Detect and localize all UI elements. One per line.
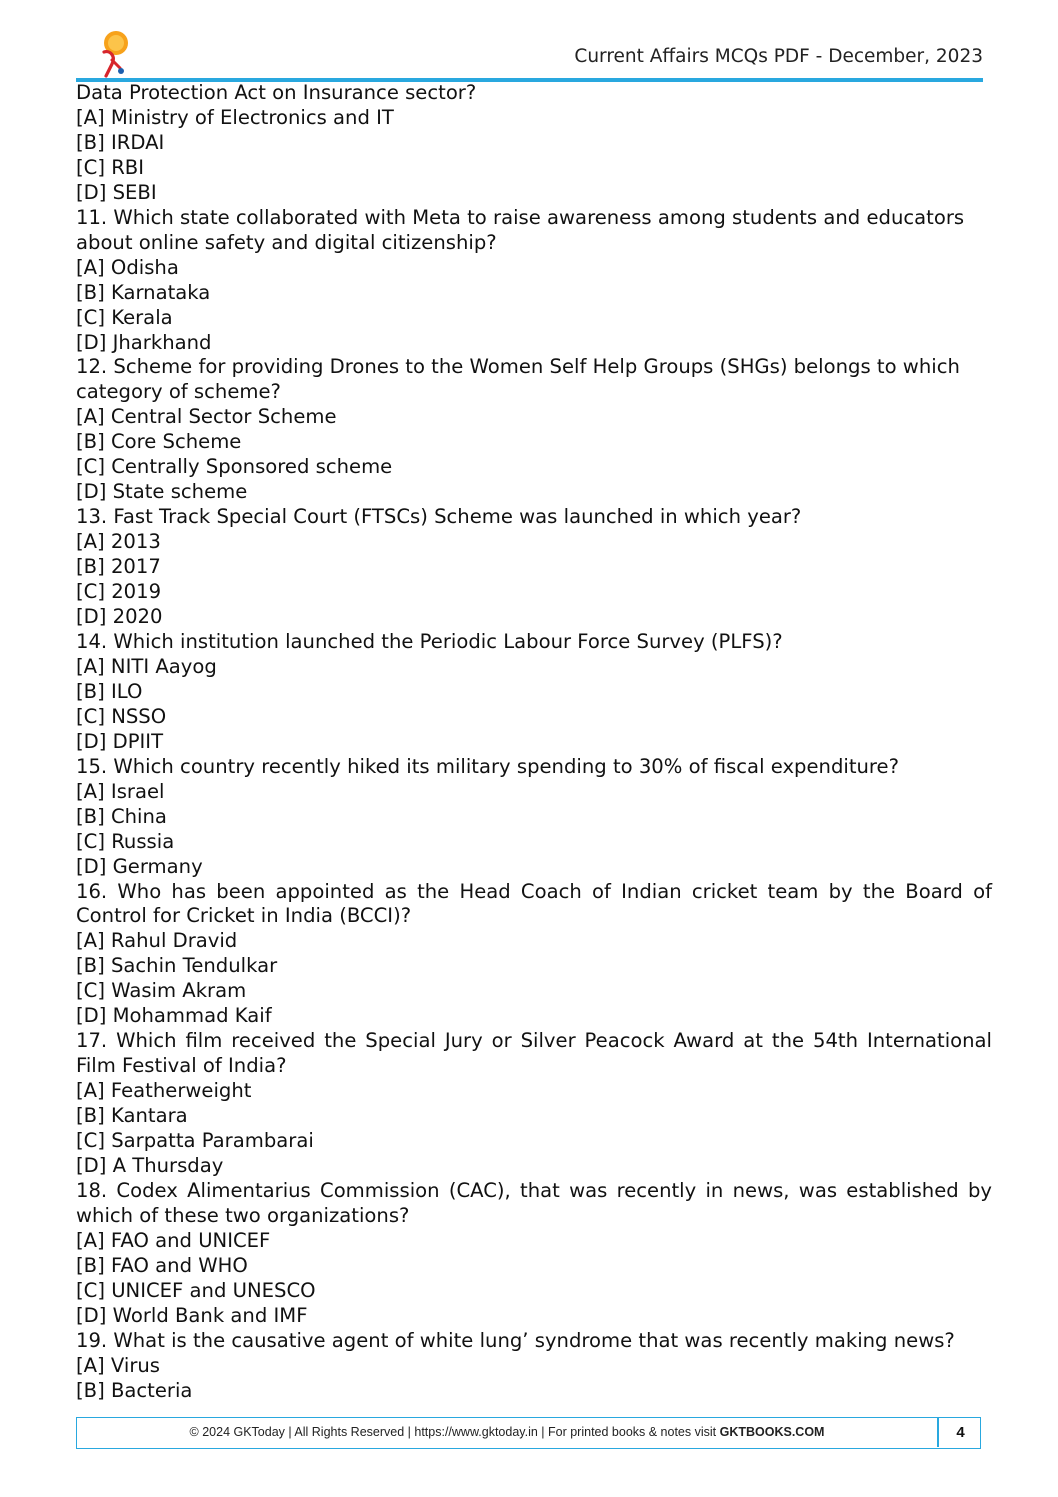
answer-option: [B] Karnataka [76, 280, 211, 304]
answer-option: [D] DPIIT [76, 729, 164, 753]
answer-option: [B] Bacteria [76, 1378, 193, 1402]
answer-option: [C] Centrally Sponsored scheme [76, 455, 393, 479]
answer-option: [C] NSSO [76, 704, 167, 728]
answer-option: [D] State scheme [76, 480, 248, 504]
answer-option: [B] ILO [76, 679, 143, 703]
answer-option: [D] Jharkhand [76, 330, 212, 354]
question-text: 14. Which institution launched the Periodic Labour Force Survey (PLFS)? [76, 629, 783, 653]
question-text: 12. Scheme for providing Drones to the Women Self Help Groups (SHGs) belongs to which category of scheme? [76, 355, 960, 404]
answer-option: [D] SEBI [76, 180, 157, 204]
answer-option: [D] 2020 [76, 605, 163, 629]
answer-option: [D] World Bank and IMF [76, 1303, 308, 1327]
page-header [76, 30, 983, 82]
answer-option: [A] Odisha [76, 255, 179, 279]
answer-option: [A] Ministry of Electronics and IT [76, 105, 394, 129]
question-text: 15. Which country recently hiked its military spending to 30% of fiscal expenditure? [76, 754, 900, 778]
gktoday-logo [94, 30, 134, 78]
answer-option: [C] Sarpatta Parambarai [76, 1129, 314, 1153]
answer-option: [B] IRDAI [76, 130, 165, 154]
answer-option: [A] 2013 [76, 530, 161, 554]
answer-option: [A] Featherweight [76, 1079, 252, 1103]
question-continuation: Data Protection Act on Insurance sector? [76, 81, 477, 104]
question-text: 19. What is the causative agent of white lung’ syndrome that was recently making news? [76, 1328, 955, 1352]
mcq-content [76, 81, 992, 1404]
answer-option: [B] Core Scheme [76, 430, 242, 454]
answer-option: [C] Russia [76, 829, 175, 853]
footer-brand-link[interactable]: GKTBOOKS.COM [719, 1425, 825, 1439]
answer-option: [D] Mohammad Kaif [76, 1004, 272, 1028]
answer-option: [A] NITI Aayog [76, 654, 217, 678]
question-text: 13. Fast Track Special Court (FTSCs) Scheme was launched in which year? [76, 505, 802, 529]
answer-option: [C] UNICEF and UNESCO [76, 1278, 316, 1302]
page-number: 4 [956, 1424, 965, 1441]
answer-option: [B] China [76, 804, 167, 828]
question-text: 18. Codex Alimentarius Commission (CAC), that was recently in news, was established by which of these two organizations? [76, 1178, 992, 1227]
answer-option: [B] Sachin Tendulkar [76, 954, 278, 978]
footer-copyright-text: © 2024 GKToday | All Rights Reserved | https://www.gktoday.in | For printed books & notes visit [189, 1425, 720, 1439]
answer-option: [A] Virus [76, 1353, 161, 1377]
question-text: 11. Which state collaborated with Meta to raise awareness among students and educators about online safety and digital citizenship? [76, 205, 965, 254]
answer-option: [B] FAO and WHO [76, 1253, 248, 1277]
footer-copyright [77, 1418, 937, 1447]
page-footer [76, 1417, 981, 1449]
answer-option: [A] Israel [76, 779, 165, 803]
answer-option: [C] Wasim Akram [76, 979, 247, 1003]
question-text: 17. Which film received the Special Jury or Silver Peacock Award at the 54th International Film Festival of India? [76, 1029, 992, 1078]
answer-option: [C] 2019 [76, 580, 162, 604]
answer-option: [D] A Thursday [76, 1153, 224, 1177]
answer-option: [A] Central Sector Scheme [76, 405, 337, 429]
header-title: Current Affairs MCQs PDF - December, 2023 [574, 46, 983, 67]
answer-option: [C] RBI [76, 155, 145, 179]
answer-option: [D] Germany [76, 854, 203, 878]
answer-option: [C] Kerala [76, 305, 173, 329]
answer-option: [A] FAO and UNICEF [76, 1228, 271, 1252]
question-text: 16. Who has been appointed as the Head Coach of Indian cricket team by the Board of Control for Cricket in India (BCCI)? [76, 879, 992, 928]
answer-option: [A] Rahul Dravid [76, 929, 238, 953]
answer-option: [B] Kantara [76, 1104, 188, 1128]
answer-option: [B] 2017 [76, 555, 161, 579]
